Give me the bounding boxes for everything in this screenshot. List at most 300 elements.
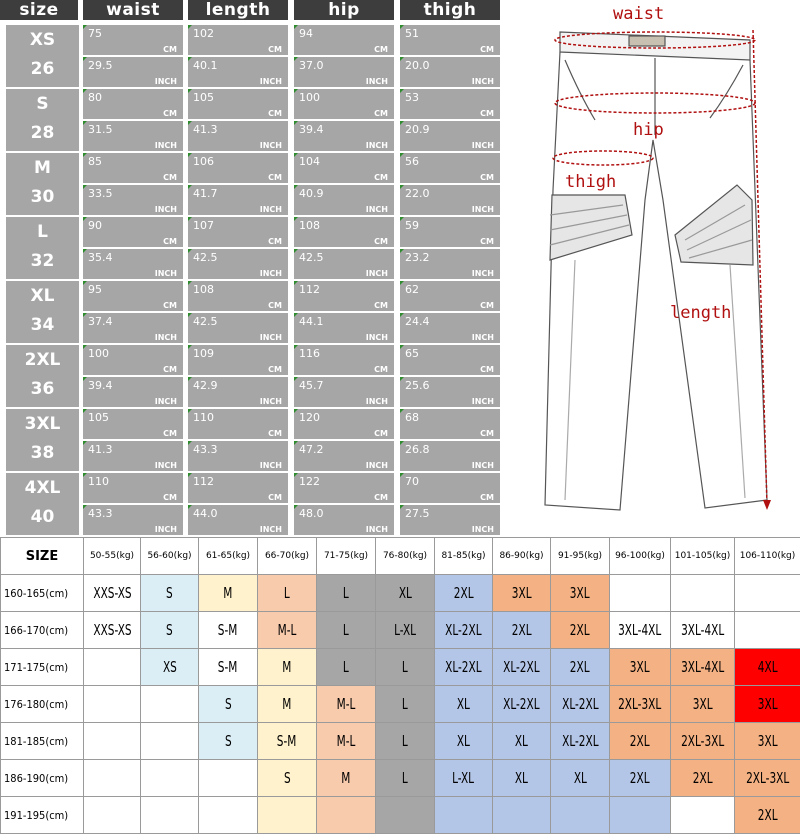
height-label: 176-180(cm) xyxy=(1,686,84,723)
thigh-cm-box xyxy=(400,345,500,375)
length-inch-value: 41.3 xyxy=(193,123,218,136)
size-cell xyxy=(6,217,79,279)
size-chart-cell xyxy=(493,686,551,723)
waist-cell xyxy=(83,25,183,87)
weight-header: 101-105(kg) xyxy=(671,538,735,575)
thigh-cm-box xyxy=(400,409,500,439)
recommended-size: 2XL xyxy=(570,658,590,676)
size-chart-cell xyxy=(493,575,551,612)
waist-cm-box xyxy=(83,345,183,375)
recommended-size: XL-2XL xyxy=(562,732,598,750)
unit-cm-label: CM xyxy=(374,301,388,310)
size-chart-cell xyxy=(435,575,493,612)
recommended-size: 3XL xyxy=(570,584,590,602)
unit-inch-label: INCH xyxy=(366,269,388,278)
recommended-size: XL xyxy=(515,769,528,787)
unit-cm-label: CM xyxy=(374,45,388,54)
recommended-size: S xyxy=(225,732,232,750)
unit-inch-label: INCH xyxy=(366,397,388,406)
size-chart-cell xyxy=(610,723,671,760)
size-chart-cell xyxy=(551,686,610,723)
hip-inch-box xyxy=(294,313,394,343)
hip-inch-value: 45.7 xyxy=(299,379,324,392)
measurement-row xyxy=(0,25,505,89)
unit-inch-label: INCH xyxy=(472,77,494,86)
hip-inch-value: 40.9 xyxy=(299,187,324,200)
size-chart-cell xyxy=(141,797,199,834)
thigh-cell xyxy=(400,345,500,407)
recommended-size: M-L xyxy=(337,732,356,750)
recommended-size: M xyxy=(341,769,350,787)
size-chart-cell xyxy=(317,797,376,834)
thigh-inch-value: 20.0 xyxy=(405,59,430,72)
waist-inch-value: 37.4 xyxy=(88,315,113,328)
measurement-table xyxy=(0,0,505,535)
waist-cm-box xyxy=(83,217,183,247)
waist-cm-box xyxy=(83,89,183,119)
recommended-size: XL-2XL xyxy=(445,658,481,676)
length-cm-box xyxy=(188,345,288,375)
unit-inch-label: INCH xyxy=(155,141,177,150)
size-chart-cell xyxy=(610,649,671,686)
weight-header: 71-75(kg) xyxy=(317,538,376,575)
size-chart-cell xyxy=(84,760,141,797)
unit-cm-label: CM xyxy=(268,237,282,246)
waist-cm-box xyxy=(83,25,183,55)
length-cell xyxy=(188,281,288,343)
height-label: 186-190(cm) xyxy=(1,760,84,797)
size-chart-cell xyxy=(551,797,610,834)
header-thigh: thigh xyxy=(400,0,500,20)
thigh-inch-box xyxy=(400,57,500,87)
size-chart-cell xyxy=(671,686,735,723)
hip-cm-value: 104 xyxy=(299,155,320,168)
length-cm-box xyxy=(188,89,288,119)
recommended-size: XL-2XL xyxy=(503,695,539,713)
length-cell xyxy=(188,473,288,535)
unit-cm-label: CM xyxy=(268,301,282,310)
unit-cm-label: CM xyxy=(268,109,282,118)
unit-cm-label: CM xyxy=(268,365,282,374)
size-chart-cell xyxy=(671,797,735,834)
waist-inch-box xyxy=(83,377,183,407)
size-number: 36 xyxy=(6,379,79,399)
waist-inch-box xyxy=(83,185,183,215)
recommended-size: 2XL xyxy=(758,806,778,824)
thigh-inch-box xyxy=(400,185,500,215)
thigh-cm-box xyxy=(400,217,500,247)
size-chart-cell xyxy=(199,575,258,612)
length-cell xyxy=(188,153,288,215)
waist-cell xyxy=(83,281,183,343)
recommended-size: XL-2XL xyxy=(562,695,598,713)
length-cm-value: 109 xyxy=(193,347,214,360)
size-chart-cell xyxy=(435,797,493,834)
unit-inch-label: INCH xyxy=(155,333,177,342)
waist-inch-value: 43.3 xyxy=(88,507,113,520)
size-chart-cell xyxy=(317,760,376,797)
length-inch-box xyxy=(188,121,288,151)
unit-cm-label: CM xyxy=(163,365,177,374)
thigh-inch-value: 26.8 xyxy=(405,443,430,456)
hip-cm-value: 94 xyxy=(299,27,313,40)
recommended-size: 2XL-3XL xyxy=(618,695,661,713)
length-inch-value: 40.1 xyxy=(193,59,218,72)
size-chart-cell xyxy=(258,612,317,649)
recommended-size: XL-2XL xyxy=(445,621,481,639)
waist-cm-value: 105 xyxy=(88,411,109,424)
recommended-size: 3XL-4XL xyxy=(681,621,724,639)
size-chart-cell xyxy=(435,760,493,797)
hip-cell xyxy=(294,409,394,471)
recommended-size: S xyxy=(284,769,291,787)
pants-illustration xyxy=(505,0,800,535)
length-inch-box xyxy=(188,249,288,279)
hip-cm-value: 122 xyxy=(299,475,320,488)
recommended-size: 2XL xyxy=(454,584,474,602)
recommended-size: L xyxy=(402,695,408,713)
thigh-inch-value: 25.6 xyxy=(405,379,430,392)
size-chart-cell xyxy=(141,612,199,649)
hip-cm-box xyxy=(294,409,394,439)
waist-cell xyxy=(83,409,183,471)
thigh-cm-value: 53 xyxy=(405,91,419,104)
recommended-size: 2XL xyxy=(570,621,590,639)
thigh-inch-value: 20.9 xyxy=(405,123,430,136)
unit-cm-label: CM xyxy=(480,237,494,246)
weight-header: 66-70(kg) xyxy=(258,538,317,575)
size-chart-cell xyxy=(258,760,317,797)
unit-inch-label: INCH xyxy=(155,525,177,534)
size-chart-cell xyxy=(199,760,258,797)
unit-inch-label: INCH xyxy=(155,461,177,470)
size-chart-cell xyxy=(671,723,735,760)
size-chart-cell xyxy=(84,612,141,649)
recommended-size: XXS-XS xyxy=(93,621,131,639)
unit-inch-label: INCH xyxy=(472,205,494,214)
size-chart-cell xyxy=(735,612,800,649)
hip-inch-value: 47.2 xyxy=(299,443,324,456)
length-inch-value: 42.9 xyxy=(193,379,218,392)
unit-inch-label: INCH xyxy=(366,461,388,470)
recommended-size: L xyxy=(284,584,290,602)
hip-cm-value: 116 xyxy=(299,347,320,360)
hip-inch-box xyxy=(294,249,394,279)
recommended-size: 3XL xyxy=(512,584,532,602)
size-chart-cell xyxy=(376,612,435,649)
unit-cm-label: CM xyxy=(480,173,494,182)
size-chart-cell xyxy=(141,575,199,612)
waist-cm-box xyxy=(83,473,183,503)
hip-cm-value: 108 xyxy=(299,219,320,232)
recommended-size: 3XL xyxy=(758,732,778,750)
length-cm-box xyxy=(188,153,288,183)
unit-cm-label: CM xyxy=(163,493,177,502)
unit-inch-label: INCH xyxy=(472,269,494,278)
hip-cell xyxy=(294,89,394,151)
unit-cm-label: CM xyxy=(480,109,494,118)
hip-inch-value: 42.5 xyxy=(299,251,324,264)
waist-inch-value: 41.3 xyxy=(88,443,113,456)
waist-inch-value: 33.5 xyxy=(88,187,113,200)
thigh-cell xyxy=(400,153,500,215)
hip-cell xyxy=(294,25,394,87)
unit-cm-label: CM xyxy=(480,365,494,374)
length-cell xyxy=(188,89,288,151)
size-chart-cell xyxy=(610,760,671,797)
size-chart-cell xyxy=(551,723,610,760)
height-label: 160-165(cm) xyxy=(1,575,84,612)
length-cm-value: 107 xyxy=(193,219,214,232)
label-thigh: thigh xyxy=(565,172,616,192)
recommended-size: 2XL-3XL xyxy=(746,769,789,787)
size-chart-cell xyxy=(735,575,800,612)
recommended-size: 2XL xyxy=(630,732,650,750)
recommended-size: S xyxy=(166,584,173,602)
unit-cm-label: CM xyxy=(374,173,388,182)
thigh-cm-value: 56 xyxy=(405,155,419,168)
size-chart-row xyxy=(1,797,800,834)
size-chart-cell xyxy=(435,723,493,760)
thigh-cm-box xyxy=(400,153,500,183)
waist-inch-box xyxy=(83,441,183,471)
waist-cell xyxy=(83,345,183,407)
hip-inch-box xyxy=(294,505,394,535)
recommended-size: M-L xyxy=(337,695,356,713)
hip-inch-box xyxy=(294,441,394,471)
size-chart-cell xyxy=(84,649,141,686)
recommended-size: XL-2XL xyxy=(503,658,539,676)
hip-cell xyxy=(294,153,394,215)
size-cell xyxy=(6,345,79,407)
size-chart-cell xyxy=(735,797,800,834)
recommended-size: 3XL xyxy=(693,695,713,713)
header-size: size xyxy=(0,0,78,20)
waist-cm-value: 110 xyxy=(88,475,109,488)
size-number: 38 xyxy=(6,443,79,463)
thigh-cell xyxy=(400,281,500,343)
label-waist: waist xyxy=(613,4,664,24)
thigh-cell xyxy=(400,217,500,279)
size-letter: M xyxy=(6,158,79,178)
unit-cm-label: CM xyxy=(374,109,388,118)
waist-cell xyxy=(83,217,183,279)
weight-header: 50-55(kg) xyxy=(84,538,141,575)
size-chart-cell xyxy=(610,686,671,723)
waist-cm-value: 75 xyxy=(88,27,102,40)
recommended-size: S-M xyxy=(277,732,297,750)
length-cm-box xyxy=(188,473,288,503)
unit-inch-label: INCH xyxy=(260,141,282,150)
length-cm-box xyxy=(188,25,288,55)
recommended-size: M xyxy=(282,658,291,676)
thigh-cm-box xyxy=(400,25,500,55)
waist-cm-value: 85 xyxy=(88,155,102,168)
recommended-size: 2XL xyxy=(512,621,532,639)
length-inch-value: 42.5 xyxy=(193,251,218,264)
length-cm-box xyxy=(188,217,288,247)
length-cell xyxy=(188,409,288,471)
height-label: 171-175(cm) xyxy=(1,649,84,686)
size-chart-row xyxy=(1,723,800,760)
size-chart-cell xyxy=(493,797,551,834)
hip-inch-value: 44.1 xyxy=(299,315,324,328)
length-inch-box xyxy=(188,505,288,535)
recommended-size: L xyxy=(343,584,349,602)
size-chart-row xyxy=(1,686,800,723)
hip-inch-box xyxy=(294,57,394,87)
recommended-size: 4XL xyxy=(758,658,778,676)
size-chart-cell xyxy=(141,723,199,760)
length-inch-box xyxy=(188,313,288,343)
size-number: 30 xyxy=(6,187,79,207)
unit-cm-label: CM xyxy=(480,301,494,310)
waist-inch-value: 29.5 xyxy=(88,59,113,72)
height-label: 166-170(cm) xyxy=(1,612,84,649)
thigh-inch-box xyxy=(400,377,500,407)
waist-inch-box xyxy=(83,505,183,535)
hip-cell xyxy=(294,281,394,343)
waist-cm-box xyxy=(83,153,183,183)
size-chart-cell xyxy=(435,612,493,649)
unit-inch-label: INCH xyxy=(472,141,494,150)
size-chart-cell xyxy=(671,575,735,612)
hip-cm-box xyxy=(294,473,394,503)
thigh-inch-box xyxy=(400,249,500,279)
measurement-row xyxy=(0,217,505,281)
weight-header: 81-85(kg) xyxy=(435,538,493,575)
length-cell xyxy=(188,25,288,87)
size-letter: S xyxy=(6,94,79,114)
length-inch-box xyxy=(188,377,288,407)
size-cell xyxy=(6,25,79,87)
unit-cm-label: CM xyxy=(163,173,177,182)
unit-inch-label: INCH xyxy=(472,525,494,534)
size-chart-cell xyxy=(258,797,317,834)
size-chart-cell xyxy=(435,649,493,686)
recommended-size: L-XL xyxy=(453,769,475,787)
recommended-size: L xyxy=(402,769,408,787)
size-chart-cell xyxy=(493,649,551,686)
recommended-size: 3XL xyxy=(758,695,778,713)
recommended-size: L xyxy=(343,658,349,676)
unit-inch-label: INCH xyxy=(366,77,388,86)
size-chart-cell xyxy=(317,649,376,686)
unit-inch-label: INCH xyxy=(260,461,282,470)
size-chart-cell xyxy=(317,575,376,612)
size-chart-cell xyxy=(435,686,493,723)
unit-inch-label: INCH xyxy=(472,397,494,406)
size-chart-cell xyxy=(376,760,435,797)
recommended-size: S-M xyxy=(218,658,238,676)
size-chart-cell xyxy=(317,686,376,723)
recommended-size: L xyxy=(402,732,408,750)
unit-cm-label: CM xyxy=(268,493,282,502)
recommended-size: XL xyxy=(573,769,586,787)
size-letter: L xyxy=(6,222,79,242)
size-letter: 3XL xyxy=(6,414,79,434)
size-chart-cell xyxy=(317,612,376,649)
size-corner-header: SIZE xyxy=(1,538,84,575)
measurement-row xyxy=(0,345,505,409)
size-chart-cell xyxy=(376,723,435,760)
length-cm-value: 102 xyxy=(193,27,214,40)
size-chart-cell xyxy=(551,575,610,612)
unit-inch-label: INCH xyxy=(155,77,177,86)
recommended-size: S xyxy=(225,695,232,713)
hip-cm-value: 120 xyxy=(299,411,320,424)
recommended-size: XL xyxy=(457,695,470,713)
length-cm-value: 105 xyxy=(193,91,214,104)
pants-diagram xyxy=(505,0,800,535)
size-chart-cell xyxy=(199,686,258,723)
recommended-size: 2XL-3XL xyxy=(681,732,724,750)
recommended-size: 3XL-4XL xyxy=(681,658,724,676)
size-chart-cell xyxy=(84,575,141,612)
thigh-cm-box xyxy=(400,281,500,311)
size-chart-cell xyxy=(493,760,551,797)
size-chart-cell xyxy=(376,575,435,612)
thigh-inch-value: 22.0 xyxy=(405,187,430,200)
waist-inch-value: 35.4 xyxy=(88,251,113,264)
size-chart-cell xyxy=(551,649,610,686)
recommended-size: 3XL xyxy=(630,658,650,676)
unit-inch-label: INCH xyxy=(366,333,388,342)
hip-cell xyxy=(294,217,394,279)
waist-cm-box xyxy=(83,281,183,311)
unit-inch-label: INCH xyxy=(366,141,388,150)
label-length: length xyxy=(670,303,731,323)
size-chart-cell xyxy=(141,686,199,723)
waist-cell xyxy=(83,89,183,151)
size-chart-cell xyxy=(493,723,551,760)
waist-inch-value: 31.5 xyxy=(88,123,113,136)
recommended-size: L xyxy=(402,658,408,676)
size-chart-cell xyxy=(551,760,610,797)
recommended-size: S xyxy=(166,621,173,639)
size-number: 28 xyxy=(6,123,79,143)
unit-cm-label: CM xyxy=(163,237,177,246)
recommended-size: S-M xyxy=(218,621,238,639)
thigh-cm-value: 51 xyxy=(405,27,419,40)
unit-inch-label: INCH xyxy=(366,525,388,534)
height-label: 191-195(cm) xyxy=(1,797,84,834)
size-chart-cell xyxy=(141,760,199,797)
thigh-inch-value: 23.2 xyxy=(405,251,430,264)
recommended-size: XL xyxy=(457,732,470,750)
unit-cm-label: CM xyxy=(480,429,494,438)
hip-inch-value: 39.4 xyxy=(299,123,324,136)
unit-cm-label: CM xyxy=(163,45,177,54)
recommended-size: XXS-XS xyxy=(93,584,131,602)
length-inch-box xyxy=(188,185,288,215)
unit-inch-label: INCH xyxy=(155,205,177,214)
length-inch-value: 42.5 xyxy=(193,315,218,328)
size-chart-cell xyxy=(493,612,551,649)
weight-header: 76-80(kg) xyxy=(376,538,435,575)
unit-cm-label: CM xyxy=(268,429,282,438)
size-chart-cell xyxy=(551,612,610,649)
waist-cm-value: 90 xyxy=(88,219,102,232)
size-chart-row xyxy=(1,760,800,797)
unit-inch-label: INCH xyxy=(260,269,282,278)
size-letter: XL xyxy=(6,286,79,306)
recommended-size: L-XL xyxy=(394,621,416,639)
unit-inch-label: INCH xyxy=(260,77,282,86)
waist-cm-value: 100 xyxy=(88,347,109,360)
size-chart-row xyxy=(1,649,800,686)
thigh-cell xyxy=(400,89,500,151)
